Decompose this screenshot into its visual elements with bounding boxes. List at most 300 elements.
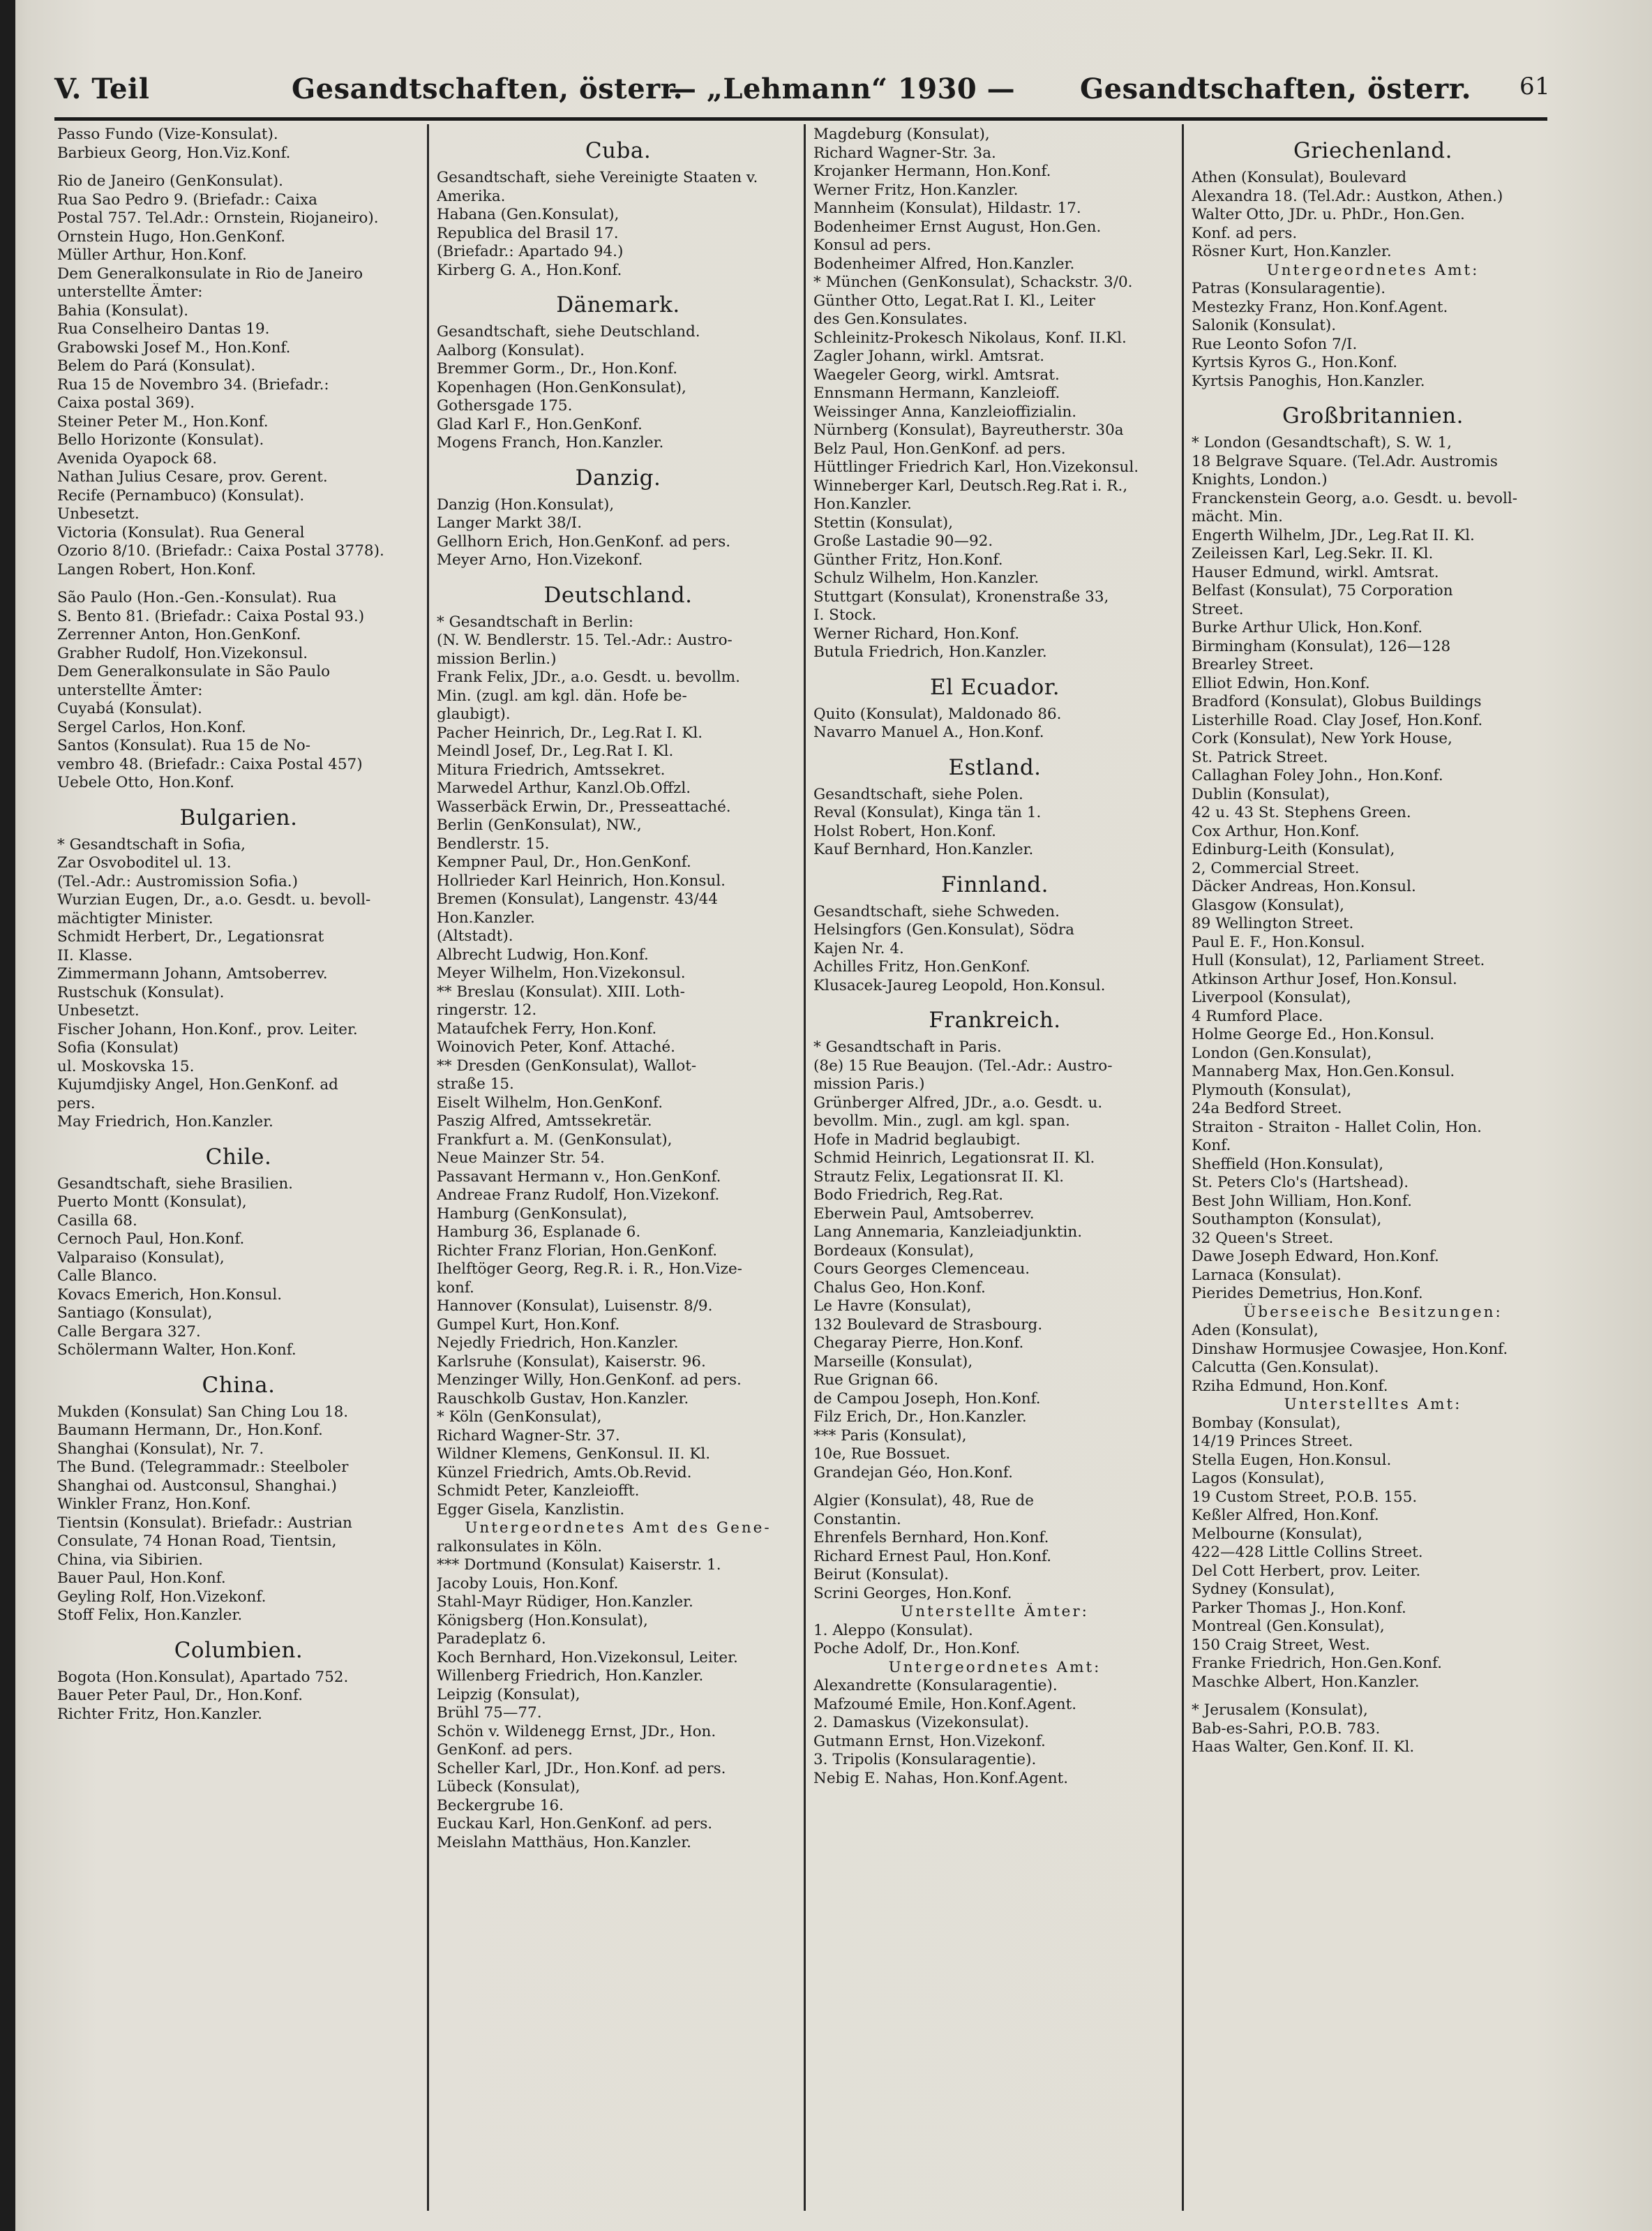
column-2 bbox=[437, 126, 799, 2212]
entry-line: Woinovich Peter, Konf. Attaché. bbox=[437, 1038, 675, 1056]
entry-line: Mannaberg Max, Hon.Gen.Konsul. bbox=[1192, 1063, 1455, 1080]
entry-line: Scrini Georges, Hon.Konf. bbox=[813, 1584, 1012, 1602]
entry-line: Berlin (GenKonsulat), NW., bbox=[437, 816, 642, 834]
country-heading: Deutschland. bbox=[543, 582, 693, 608]
entry-line: Bahia (Konsulat). bbox=[57, 301, 189, 320]
entry-line: Rziha Edmund, Hon.Konf. bbox=[1192, 1377, 1388, 1395]
country-heading: Frankreich. bbox=[929, 1008, 1061, 1033]
entry-line: Montreal (Gen.Konsulat), bbox=[1192, 1618, 1385, 1635]
entry-line: 1. Aleppo (Konsulat). bbox=[813, 1621, 973, 1639]
entry-line: Straiton - Straiton - Hallet Colin, Hon. bbox=[1192, 1118, 1482, 1136]
country-heading: China. bbox=[202, 1372, 276, 1398]
entry-line: Avenida Oyapock 68. bbox=[57, 449, 218, 468]
entry-line: Franke Friedrich, Hon.Gen.Konf. bbox=[1192, 1655, 1442, 1672]
entry-line: Bremen (Konsulat), Langenstr. 43/44 bbox=[437, 890, 719, 908]
entry-line: 150 Craig Street, West. bbox=[1192, 1636, 1370, 1654]
entry-line: Tientsin (Konsulat). Briefadr.: Austrian bbox=[57, 1514, 352, 1532]
entry-line: Southampton (Konsulat), bbox=[1192, 1211, 1382, 1228]
entry-line: Min. (zugl. am kgl. dän. Hofe be- bbox=[437, 687, 687, 705]
entry-line: Richard Ernest Paul, Hon.Konf. bbox=[813, 1547, 1052, 1565]
entry-line: Haas Walter, Gen.Konf. II. Kl. bbox=[1192, 1738, 1415, 1756]
entry-line: Mestezky Franz, Hon.Konf.Agent. bbox=[1192, 298, 1448, 316]
entry-line: Rauschkolb Gustav, Hon.Kanzler. bbox=[437, 1389, 689, 1408]
entry-line: Meislahn Matthäus, Hon.Kanzler. bbox=[437, 1833, 691, 1851]
entry-line: Athen (Konsulat), Boulevard bbox=[1192, 169, 1407, 186]
entry-line: straße 15. bbox=[437, 1075, 514, 1093]
entry-line: Recife (Pernambuco) (Konsulat). bbox=[57, 486, 305, 505]
entry-line: Knights, London.) bbox=[1192, 471, 1328, 488]
entry-line: Belz Paul, Hon.GenKonf. ad pers. bbox=[813, 440, 1066, 458]
entry-line: Koch Bernhard, Hon.Vizekonsul, Leiter. bbox=[437, 1648, 738, 1666]
entry-line: Birmingham (Konsulat), 126—128 bbox=[1192, 637, 1451, 655]
entry-line: Schmid Heinrich, Legationsrat II. Kl. bbox=[813, 1149, 1095, 1167]
entry-line: Postal 757. Tel.Adr.: Ornstein, Riojaneiro). bbox=[57, 209, 379, 227]
entry-line: Belem do Pará (Konsulat). bbox=[57, 357, 256, 375]
entry-line: Grandejan Géo, Hon.Konf. bbox=[813, 1463, 1013, 1482]
entry-line: Lübeck (Konsulat), bbox=[437, 1778, 580, 1796]
entry-line: Konf. ad pers. bbox=[1192, 224, 1298, 242]
entry-line: 422—428 Little Collins Street. bbox=[1192, 1544, 1423, 1561]
entry-line: Stahl-Mayr Rüdiger, Hon.Kanzler. bbox=[437, 1593, 693, 1611]
entry-line: Waegeler Georg, wirkl. Amtsrat. bbox=[813, 366, 1060, 384]
column-4 bbox=[1192, 126, 1554, 2212]
entry-line: Klusacek-Jaureg Leopold, Hon.Konsul. bbox=[813, 976, 1106, 994]
entry-line: Mitura Friedrich, Amtssekret. bbox=[437, 761, 666, 779]
country-heading: Dänemark. bbox=[556, 292, 680, 318]
entry-line: Dublin (Konsulat), bbox=[1192, 785, 1330, 803]
entry-line: Hon.Kanzler. bbox=[813, 495, 912, 513]
entry-line: Egger Gisela, Kanzlistin. bbox=[437, 1500, 625, 1519]
entry-line: Frankfurt a. M. (GenKonsulat), bbox=[437, 1131, 673, 1149]
entry-line: Unterstellte Ämter: bbox=[901, 1603, 1089, 1620]
country-section bbox=[813, 1005, 1176, 1788]
entry-line: Werner Fritz, Hon.Kanzler. bbox=[813, 181, 1019, 199]
entry-line: Pierides Demetrius, Hon.Konf. bbox=[1192, 1285, 1423, 1302]
entry-line: * London (Gesandtschaft), S. W. 1, bbox=[1192, 434, 1452, 452]
header-left-title: Gesandtschaften, österr. bbox=[292, 73, 684, 105]
entry-line: (Altstadt). bbox=[437, 927, 513, 945]
entry-line: London (Gen.Konsulat), bbox=[1192, 1044, 1372, 1062]
entry-line: St. Peters Clo's (Hartshead). bbox=[1192, 1174, 1409, 1191]
entry-line: vembro 48. (Briefadr.: Caixa Postal 457) bbox=[57, 755, 363, 773]
entry-line: Zimmermann Johann, Amtsoberrev. bbox=[57, 965, 328, 983]
entry-line: Listerhille Road. Clay Josef, Hon.Konf. bbox=[1192, 711, 1483, 729]
spacer bbox=[813, 1482, 1176, 1492]
entry-line: Gesandtschaft, siehe Schweden. bbox=[813, 902, 1060, 920]
entry-line: Shanghai od. Austconsul, Shanghai.) bbox=[57, 1477, 337, 1495]
entry-line: Franckenstein Georg, a.o. Gesdt. u. bevoll- bbox=[1192, 489, 1518, 507]
entry-line: Steiner Peter M., Hon.Konf. bbox=[57, 412, 269, 431]
entry-line: des Gen.Konsulates. bbox=[813, 311, 968, 328]
entry-line: St. Patrick Street. bbox=[1192, 748, 1328, 766]
entry-line: 4 Rumford Place. bbox=[1192, 1007, 1323, 1025]
entry-line: Kovacs Emerich, Hon.Konsul. bbox=[57, 1285, 283, 1304]
entry-line: Parker Thomas J., Hon.Konf. bbox=[1192, 1599, 1406, 1617]
entry-line: (N. W. Bendlerstr. 15. Tel.-Adr.: Austro- bbox=[437, 632, 733, 649]
country-heading: Finnland. bbox=[941, 872, 1049, 897]
entry-line: Puerto Montt (Konsulat), bbox=[57, 1193, 247, 1211]
entry-line: Frank Felix, JDr., a.o. Gesdt. u. bevollm. bbox=[437, 669, 740, 686]
country-heading: Chile. bbox=[205, 1144, 272, 1170]
country-section bbox=[813, 672, 1176, 743]
country-heading: Danzig. bbox=[575, 465, 661, 491]
entry-line: Kirberg G. A., Hon.Konf. bbox=[437, 261, 622, 279]
entry-line: Künzel Friedrich, Amts.Ob.Revid. bbox=[437, 1463, 692, 1482]
entry-line: Glasgow (Konsulat), bbox=[1192, 896, 1344, 914]
entry-line: Quito (Konsulat), Maldonado 86. bbox=[813, 705, 1062, 723]
entry-line: Kyrtsis Kyros G., Hon.Konf. bbox=[1192, 354, 1398, 371]
entry-line: Uebele Otto, Hon.Konf. bbox=[57, 774, 234, 791]
entry-line: Calle Blanco. bbox=[57, 1267, 158, 1285]
entry-line: Meyer Arno, Hon.Vizekonf. bbox=[437, 551, 643, 569]
entry-line: 19 Custom Street, P.O.B. 155. bbox=[1192, 1488, 1418, 1506]
entry-line: Bauer Paul, Hon.Konf. bbox=[57, 1569, 226, 1587]
entry-line: Le Havre (Konsulat), bbox=[813, 1297, 972, 1315]
entry-line: Eberwein Paul, Amtsoberrev. bbox=[813, 1204, 1035, 1223]
entry-line: Consulate, 74 Honan Road, Tientsin, bbox=[57, 1532, 337, 1550]
entry-line: Casilla 68. bbox=[57, 1211, 137, 1230]
entry-line: Hon.Kanzler. bbox=[437, 909, 535, 927]
entry-line: Salonik (Konsulat). bbox=[1192, 317, 1337, 334]
entry-line: * München (GenKonsulat), Schackstr. 3/0. bbox=[813, 274, 1133, 291]
entry-line: Mannheim (Konsulat), Hildastr. 17. bbox=[813, 200, 1081, 217]
entry-line: Rua Sao Pedro 9. (Briefadr.: Caixa bbox=[57, 191, 317, 209]
entry-line: 3. Tripolis (Konsularagentie). bbox=[813, 1751, 1037, 1768]
entry-line: Gumpel Kurt, Hon.Konf. bbox=[437, 1315, 620, 1334]
entry-line: Neue Mainzer Str. 54. bbox=[437, 1149, 605, 1167]
entry-line: Bello Horizonte (Konsulat). bbox=[57, 431, 264, 449]
entry-line: Santos (Konsulat). Rua 15 de No- bbox=[57, 737, 311, 754]
entry-line: Rio de Janeiro (GenKonsulat). bbox=[57, 172, 283, 190]
entry-line: Butula Friedrich, Hon.Kanzler. bbox=[813, 643, 1047, 661]
entry-line: Cours Georges Clemenceau. bbox=[813, 1260, 1030, 1278]
entry-line: Schön v. Wildenegg Ernst, JDr., Hon. bbox=[437, 1722, 716, 1740]
entry-line: 132 Boulevard de Strasbourg. bbox=[813, 1315, 1043, 1334]
entry-line: Cernoch Paul, Hon.Konf. bbox=[57, 1230, 245, 1248]
entry-line: Bodo Friedrich, Reg.Rat. bbox=[813, 1186, 1004, 1204]
entry-line: Willenberg Friedrich, Hon.Kanzler. bbox=[437, 1667, 704, 1685]
entry-line: Liverpool (Konsulat), bbox=[1192, 989, 1351, 1006]
entry-line: Bauer Peter Paul, Dr., Hon.Konf. bbox=[57, 1687, 303, 1704]
entry-line: 32 Queen's Street. bbox=[1192, 1229, 1334, 1247]
entry-line: Stella Eugen, Hon.Konsul. bbox=[1192, 1451, 1392, 1469]
entry-line: Hamburg 36, Esplanade 6. bbox=[437, 1223, 641, 1241]
entry-line: Del Cott Herbert, prov. Leiter. bbox=[1192, 1562, 1421, 1580]
entry-line: Kempner Paul, Dr., Hon.GenKonf. bbox=[437, 853, 691, 871]
entry-line: Sheffield (Hon.Konsulat), bbox=[1192, 1155, 1384, 1173]
entry-line: Wurzian Eugen, Dr., a.o. Gesdt. u. bevoll- bbox=[57, 891, 371, 909]
entry-line: Poche Adolf, Dr., Hon.Konf. bbox=[813, 1640, 1021, 1657]
entry-line: Lagos (Konsulat), bbox=[1192, 1470, 1325, 1487]
spacer bbox=[57, 163, 420, 172]
entry-line: ** Breslau (Konsulat). XIII. Loth- bbox=[437, 983, 685, 1001]
country-section bbox=[813, 752, 1176, 860]
entry-line: Richard Wagner-Str. 3a. bbox=[813, 144, 996, 162]
country-section bbox=[1192, 135, 1554, 391]
entry-line: Constantin. bbox=[813, 1510, 901, 1528]
entry-line: S. Bento 81. (Briefadr.: Caixa Postal 93.) bbox=[57, 607, 365, 625]
entry-line: Gesandtschaft, siehe Deutschland. bbox=[437, 323, 700, 341]
entry-line: Sergel Carlos, Hon.Konf. bbox=[57, 718, 246, 736]
entry-line: Baumann Hermann, Dr., Hon.Konf. bbox=[57, 1422, 323, 1439]
entry-line: mächt. Min. bbox=[1192, 508, 1283, 525]
entry-line: Lang Annemaria, Kanzleiadjunktin. bbox=[813, 1223, 1083, 1241]
entry-line: I. Stock. bbox=[813, 606, 877, 624]
country-section bbox=[437, 135, 799, 280]
entry-line: 2, Commercial Street. bbox=[1192, 859, 1360, 877]
entry-line: 24a Bedford Street. bbox=[1192, 1100, 1342, 1117]
entry-line: Algier (Konsulat), 48, Rue de bbox=[813, 1492, 1034, 1509]
entry-line: Grünberger Alfred, JDr., a.o. Gesdt. u. bbox=[813, 1094, 1103, 1112]
entry-line: Grabowski Josef M., Hon.Konf. bbox=[57, 338, 291, 357]
entry-line: Engerth Wilhelm, JDr., Leg.Rat II. Kl. bbox=[1192, 526, 1475, 544]
entry-line: Wildner Klemens, GenKonsul. II. Kl. bbox=[437, 1445, 711, 1463]
entry-line: Rua Conselheiro Dantas 19. bbox=[57, 320, 270, 338]
entry-line: Kyrtsis Panoghis, Hon.Kanzler. bbox=[1192, 372, 1425, 390]
entry-line: Gothersgade 175. bbox=[437, 397, 573, 415]
entry-line: Best John William, Hon.Konf. bbox=[1192, 1192, 1412, 1210]
entry-line: Plymouth (Konsulat), bbox=[1192, 1081, 1352, 1099]
entry-line: Jacoby Louis, Hon.Konf. bbox=[437, 1574, 619, 1592]
entry-line: * Gesandtschaft in Berlin: bbox=[437, 613, 633, 631]
entry-line: Bendlerstr. 15. bbox=[437, 835, 550, 853]
country-heading: Columbien. bbox=[174, 1637, 303, 1663]
entry-line: Melbourne (Konsulat), bbox=[1192, 1525, 1362, 1543]
entry-line: Keßler Alfred, Hon.Konf. bbox=[1192, 1507, 1379, 1524]
entry-line: Däcker Andreas, Hon.Konsul. bbox=[1192, 878, 1416, 895]
entry-line: Holst Robert, Hon.Konf. bbox=[813, 822, 996, 840]
entry-line: Günther Fritz, Hon.Konf. bbox=[813, 551, 1003, 569]
entry-line: Chalus Geo, Hon.Konf. bbox=[813, 1278, 986, 1297]
entry-line: Gesandtschaft, siehe Brasilien. bbox=[57, 1174, 294, 1193]
entry-line: Zerrenner Anton, Hon.GenKonf. bbox=[57, 626, 301, 643]
entry-line: Larnaca (Konsulat). bbox=[1192, 1266, 1342, 1284]
entry-line: Nebig E. Nahas, Hon.Konf.Agent. bbox=[813, 1769, 1069, 1787]
entry-line: Winneberger Karl, Deutsch.Reg.Rat i. R., bbox=[813, 477, 1128, 495]
entry-line: Gesandtschaft, siehe Polen. bbox=[813, 785, 1023, 803]
country-heading: El Ecuador. bbox=[929, 674, 1060, 700]
entry-line: Sofia (Konsulat) bbox=[57, 1039, 179, 1057]
entry-line: Valparaiso (Konsulat), bbox=[57, 1248, 225, 1267]
entry-line: São Paulo (Hon.-Gen.-Konsulat). Rua bbox=[57, 589, 337, 606]
entry-line: Untergeordnetes Amt: bbox=[1266, 261, 1480, 279]
entry-line: Ihelftöger Georg, Reg.R. i. R., Hon.Vize- bbox=[437, 1260, 742, 1278]
entry-line: Bogota (Hon.Konsulat), Apartado 752. bbox=[57, 1668, 349, 1686]
entry-line: Dem Generalkonsulate in São Paulo bbox=[57, 663, 331, 680]
column-divider bbox=[1182, 124, 1184, 2211]
entry-line: Beirut (Konsulat). bbox=[813, 1566, 949, 1583]
header-center-title: — „Lehmann“ 1930 — bbox=[668, 73, 1016, 105]
entry-line: glaubigt). bbox=[437, 706, 511, 723]
entry-line: Nürnberg (Konsulat), Bayreutherstr. 30a bbox=[813, 421, 1124, 439]
entry-line: Walter Otto, JDr. u. PhDr., Hon.Gen. bbox=[1192, 206, 1465, 223]
entry-line: mission Paris.) bbox=[813, 1075, 925, 1093]
entry-line: Müller Arthur, Hon.Konf. bbox=[57, 246, 247, 264]
entry-line: Danzig (Hon.Konsulat), bbox=[437, 495, 615, 514]
entry-line: unterstellte Ämter: bbox=[57, 283, 203, 301]
entry-line: Hamburg (GenKonsulat), bbox=[437, 1204, 628, 1223]
entry-line: Mafzoumé Emile, Hon.Konf.Agent. bbox=[813, 1695, 1077, 1713]
entry-line: Brühl 75—77. bbox=[437, 1704, 542, 1722]
entry-line: ul. Moskovska 15. bbox=[57, 1057, 195, 1075]
entry-line: Marwedel Arthur, Kanzl.Ob.Offzl. bbox=[437, 779, 691, 797]
entry-line: Hofe in Madrid beglaubigt. bbox=[813, 1131, 1021, 1149]
entry-line: Marseille (Konsulat), bbox=[813, 1352, 973, 1371]
entry-line: 10e, Rue Bossuet. bbox=[813, 1445, 951, 1463]
country-heading: Großbritannien. bbox=[1282, 403, 1464, 428]
entry-line: May Friedrich, Hon.Kanzler. bbox=[57, 1113, 273, 1131]
entry-line: Alexandra 18. (Tel.Adr.: Austkon, Athen.) bbox=[1192, 187, 1503, 205]
entry-line: Passo Fundo (Vize-Konsulat). bbox=[57, 126, 278, 143]
entry-line: Unbesetzt. bbox=[57, 1002, 140, 1020]
entry-line: GenKonf. ad pers. bbox=[437, 1741, 573, 1759]
entry-line: Bremmer Gorm., Dr., Hon.Konf. bbox=[437, 360, 678, 378]
entry-line: Kajen Nr. 4. bbox=[813, 939, 904, 957]
entry-line: ** Dresden (GenKonsulat), Wallot- bbox=[437, 1057, 697, 1075]
entry-line: Magdeburg (Konsulat), bbox=[813, 126, 990, 143]
entry-line: Schmidt Herbert, Dr., Legationsrat bbox=[57, 928, 324, 946]
entry-line: Caixa postal 369). bbox=[57, 394, 195, 412]
entry-line: unterstellte Ämter: bbox=[57, 681, 203, 699]
entry-line: Günther Otto, Legat.Rat I. Kl., Leiter bbox=[813, 292, 1095, 310]
entry-line: Nejedly Friedrich, Hon.Kanzler. bbox=[437, 1334, 679, 1352]
header-right-title: Gesandtschaften, österr. bbox=[1080, 73, 1472, 105]
entry-line: Bodenheimer Alfred, Hon.Kanzler. bbox=[813, 255, 1075, 273]
entry-line: Sydney (Konsulat), bbox=[1192, 1581, 1335, 1598]
entry-line: Maschke Albert, Hon.Kanzler. bbox=[1192, 1673, 1420, 1691]
entry-line: Unbesetzt. bbox=[57, 505, 140, 523]
country-section bbox=[57, 803, 420, 1132]
entry-line: Schulz Wilhelm, Hon.Kanzler. bbox=[813, 569, 1039, 587]
entry-line: Paradeplatz 6. bbox=[437, 1630, 546, 1648]
entry-line: Gellhorn Erich, Hon.GenKonf. ad pers. bbox=[437, 532, 731, 551]
entry-line: Wasserbäck Erwin, Dr., Presseattaché. bbox=[437, 798, 731, 816]
entry-line: * Gesandtschaft in Sofia, bbox=[57, 835, 246, 853]
entry-line: Holme George Ed., Hon.Konsul. bbox=[1192, 1026, 1435, 1043]
entry-line: Unterstelltes Amt: bbox=[1284, 1396, 1462, 1413]
entry-line: Mogens Franch, Hon.Kanzler. bbox=[437, 434, 664, 452]
entry-line: Zagler Johann, wirkl. Amtsrat. bbox=[813, 348, 1045, 365]
entry-line: Shanghai (Konsulat), Nr. 7. bbox=[57, 1440, 264, 1458]
entry-line: Dem Generalkonsulate in Rio de Janeiro bbox=[57, 264, 363, 283]
entry-line: 14/19 Princes Street. bbox=[1192, 1433, 1353, 1450]
entry-line: Krojanker Hermann, Hon.Konf. bbox=[813, 163, 1051, 180]
entry-line: Hüttlinger Friedrich Karl, Hon.Vizekonsul. bbox=[813, 458, 1139, 476]
entry-line: Aalborg (Konsulat). bbox=[437, 341, 585, 359]
page-header bbox=[54, 64, 1551, 113]
entry-line: Habana (Gen.Konsulat), bbox=[437, 206, 620, 223]
entry-line: Scheller Karl, JDr., Hon.Konf. ad pers. bbox=[437, 1759, 726, 1777]
spacer bbox=[57, 579, 420, 589]
entry-line: Ehrenfels Bernhard, Hon.Konf. bbox=[813, 1529, 1049, 1546]
entry-line: (Tel.-Adr.: Austromission Sofia.) bbox=[57, 872, 299, 890]
entry-line: Street. bbox=[1192, 600, 1244, 618]
entry-line: Passavant Hermann v., Hon.GenKonf. bbox=[437, 1167, 721, 1186]
country-section bbox=[57, 1635, 420, 1724]
entry-line: Filz Erich, Dr., Hon.Kanzler. bbox=[813, 1408, 1027, 1426]
entry-line: Nathan Julius Cesare, prov. Gerent. bbox=[57, 468, 328, 486]
book-binding-edge bbox=[0, 0, 15, 2231]
entry-line: Burke Arthur Ulick, Hon.Konf. bbox=[1192, 619, 1423, 636]
country-section bbox=[437, 290, 799, 453]
entry-line: Geyling Rolf, Hon.Vizekonf. bbox=[57, 1588, 266, 1606]
entry-line: Ornstein Hugo, Hon.GenKonf. bbox=[57, 227, 286, 246]
entry-line: Republica del Brasil 17. bbox=[437, 224, 619, 242]
entry-line: Dinshaw Hormusjee Cowasjee, Hon.Konf. bbox=[1192, 1340, 1508, 1358]
entry-line: Weissinger Anna, Kanzleioffizialin. bbox=[813, 403, 1077, 421]
entry-line: Untergeordnetes Amt: bbox=[888, 1658, 1102, 1676]
entry-line: Karlsruhe (Konsulat), Kaiserstr. 96. bbox=[437, 1352, 706, 1371]
entry-line: Leipzig (Konsulat), bbox=[437, 1685, 580, 1703]
entry-line: Cork (Konsulat), New York House, bbox=[1192, 730, 1452, 747]
entry-line: Atkinson Arthur Josef, Hon.Konsul. bbox=[1192, 970, 1457, 988]
entry-line: Schleinitz-Prokesch Nikolaus, Konf. II.Kl. bbox=[813, 329, 1127, 347]
entry-line: Rustschuk (Konsulat). bbox=[57, 983, 225, 1001]
entry-line: 2. Damaskus (Vizekonsulat). bbox=[813, 1714, 1030, 1731]
entry-line: Andreae Franz Rudolf, Hon.Vizekonf. bbox=[437, 1186, 720, 1204]
entry-line: Navarro Manuel A., Hon.Konf. bbox=[813, 724, 1044, 741]
entry-line: ringerstr. 12. bbox=[437, 1001, 537, 1019]
entry-line: Stuttgart (Konsulat), Kronenstraße 33, bbox=[813, 588, 1109, 606]
entry-line: Langen Robert, Hon.Konf. bbox=[57, 560, 256, 579]
entry-line: Bombay (Konsulat), bbox=[1192, 1414, 1341, 1432]
entry-line: Glad Karl F., Hon.GenKonf. bbox=[437, 415, 643, 433]
entry-line: * Jerusalem (Konsulat), bbox=[1192, 1701, 1368, 1719]
entry-line: Patras (Konsularagentie). bbox=[1192, 280, 1386, 297]
entry-line: Elliot Edwin, Hon.Konf. bbox=[1192, 674, 1370, 692]
column-divider bbox=[804, 124, 806, 2211]
entry-line: Menzinger Willy, Hon.GenKonf. ad pers. bbox=[437, 1371, 742, 1389]
entry-line: 18 Belgrave Square. (Tel.Adr. Austromis bbox=[1192, 452, 1498, 470]
entry-line: Hauser Edmund, wirkl. Amtsrat. bbox=[1192, 563, 1439, 581]
entry-line: Bordeaux (Konsulat), bbox=[813, 1241, 975, 1260]
entry-line: Bab-es-Sahri, P.O.B. 783. bbox=[1192, 1719, 1381, 1738]
entry-line: Victoria (Konsulat). Rua General bbox=[57, 523, 305, 542]
country-heading: Estland. bbox=[948, 754, 1042, 780]
entry-line: Albrecht Ludwig, Hon.Konf. bbox=[437, 946, 649, 964]
entry-line: pers. bbox=[57, 1094, 96, 1112]
entry-line: Brearley Street. bbox=[1192, 656, 1314, 673]
entry-line: Stoff Felix, Hon.Kanzler. bbox=[57, 1606, 243, 1624]
entry-line: Untergeordnetes Amt des Gene- bbox=[465, 1519, 772, 1537]
entry-line: Belfast (Konsulat), 75 Corporation bbox=[1192, 582, 1453, 599]
header-part: V. Teil bbox=[54, 73, 150, 105]
country-heading: Bulgarien. bbox=[179, 805, 298, 830]
entry-line: Konf. bbox=[1192, 1137, 1231, 1154]
entry-line: Bradford (Konsulat), Globus Buildings bbox=[1192, 693, 1482, 710]
country-section bbox=[437, 580, 799, 1853]
entry-line: Alexandrette (Konsularagentie). bbox=[813, 1677, 1058, 1694]
entry-line: Überseeische Besitzungen: bbox=[1243, 1303, 1503, 1321]
entry-line: 89 Wellington Street. bbox=[1192, 915, 1354, 932]
entry-line: Kopenhagen (Hon.GenKonsulat), bbox=[437, 378, 686, 396]
country-section bbox=[813, 870, 1176, 996]
entry-line: Rua 15 de Novembro 34. (Briefadr.: bbox=[57, 375, 329, 394]
entry-line: Helsingfors (Gen.Konsulat), Södra bbox=[813, 921, 1074, 939]
entry-line: Dawe Joseph Edward, Hon.Konf. bbox=[1192, 1248, 1439, 1265]
entry-line: Richard Wagner-Str. 37. bbox=[437, 1426, 620, 1445]
entry-line: ralkonsulates in Köln. bbox=[437, 1537, 603, 1555]
entry-line: II. Klasse. bbox=[57, 946, 133, 964]
entry-line: Eiselt Wilhelm, Hon.GenKonf. bbox=[437, 1094, 663, 1112]
entry-line: Schmidt Peter, Kanzleiofft. bbox=[437, 1482, 640, 1500]
column-divider bbox=[427, 124, 429, 2211]
entry-line: Beckergrube 16. bbox=[437, 1796, 564, 1814]
entry-line: Schölermann Walter, Hon.Konf. bbox=[57, 1341, 296, 1359]
entry-line: Hollrieder Karl Heinrich, Hon.Konsul. bbox=[437, 872, 726, 890]
country-section bbox=[813, 126, 1176, 662]
entry-line: Calle Bergara 327. bbox=[57, 1322, 201, 1341]
